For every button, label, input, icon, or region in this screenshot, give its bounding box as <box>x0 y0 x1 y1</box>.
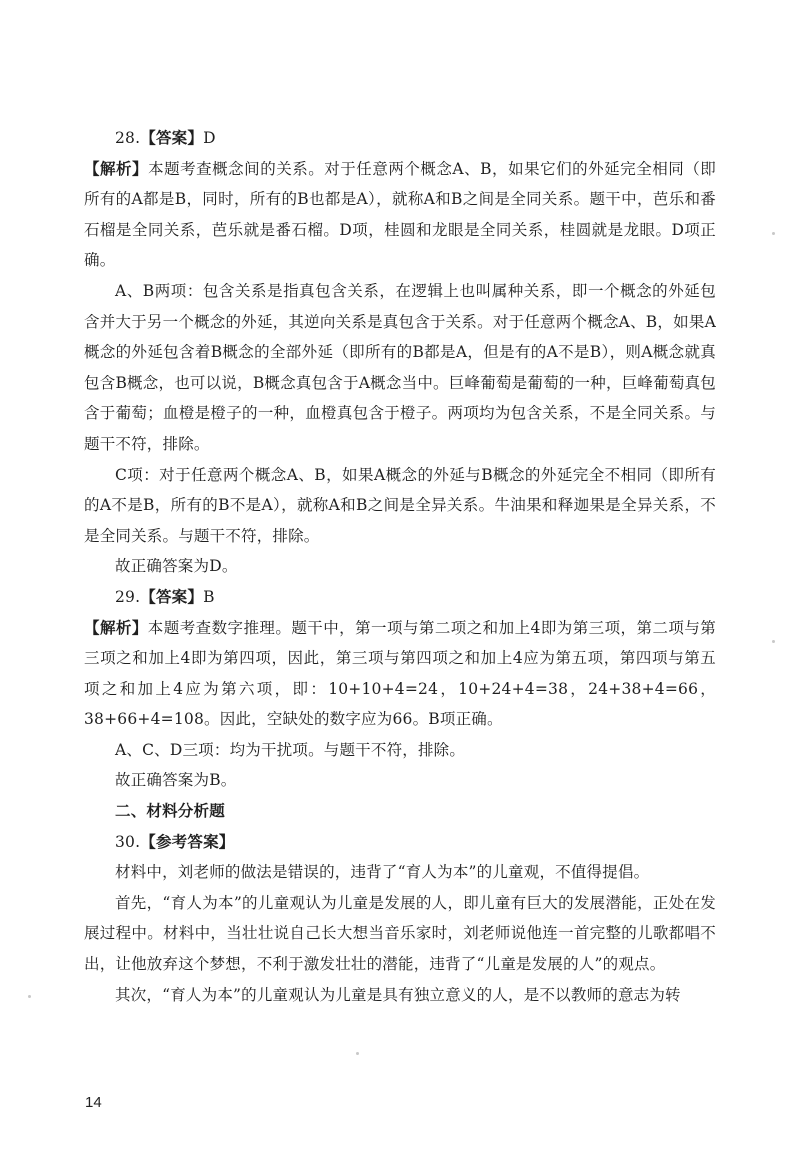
q30-paragraph-1: 材料中，刘老师的做法是错误的，违背了“育人为本”的儿童观，不值得提倡。 <box>115 863 650 882</box>
q30-paragraph-2: 首先，“育人为本”的儿童观认为儿童是发展的人，即儿童有巨大的发展潜能，正处在发展过程中。材料中，当壮壮说自己长大想当音乐家时，刘老师说他连一首完整的儿歌都唱不出，让他放弃这个梦想，不利于激发壮壮的潜能，违背了“儿童是发展的人”的观点。 <box>84 893 716 974</box>
q29-answer-line <box>84 582 716 613</box>
q29-analysis-text: 本题考查数字推理。题干中，第一项与第二项之和加上4即为第三项，第二项与第三项之和加上4即为第四项，因此，第三项与第四项之和加上4应为第五项，第四项与第五项之和加上4应为第六项，即：10+10+4=24，10+24+4=38，24+38+4=66，38+66+4=108。因此，空缺处的数字应为66。B项正确。 <box>84 618 716 729</box>
scan-speck <box>772 640 775 643</box>
q29-number: 29. <box>115 587 141 606</box>
page-body <box>84 123 716 1010</box>
q28-analysis-label: 【解析】 <box>84 158 149 178</box>
q29-answer-value: B <box>203 587 215 606</box>
q28-analysis-text: 本题考查概念间的关系。对于任意两个概念A、B，如果它们的外延完全相同（即所有的A都是B，同时，所有的B也都是A），就称A和B之间是全同关系。题干中，芭乐和番石榴是全同关系，芭乐就是番石榴。D项，桂圆和龙眼是全同关系，桂圆就是龙眼。D项正确。 <box>84 159 716 270</box>
scan-speck <box>772 232 775 235</box>
page-number: 14 <box>85 1094 102 1111</box>
q28-option-c: C项：对于任意两个概念A、B，如果A概念的外延与B概念的外延完全不相同（即所有的A不是B，所有的B不是A），就称A和B之间是全异关系。牛油果和释迦果是全异关系，不是全同关系。与题干不符，排除。 <box>84 465 716 545</box>
q28-option-ab: A、B两项：包含关系是指真包含关系，在逻辑上也叫属种关系，即一个概念的外延包含并大于另一个概念的外延，其逆向关系是真包含于关系。对于任意两个概念A、B，如果A概念的外延包含着B概念的全部外延（即所有的B都是A，但是有的A不是B），则A概念就真包含B概念，也可以说，B概念真包含于A概念当中。巨峰葡萄是葡萄的一种，巨峰葡萄真包含于葡萄；血橙是橙子的一种，血橙真包含于橙子。两项均为包含关系，不是全同关系。与题干不符，排除。 <box>84 281 716 453</box>
scan-speck <box>28 995 31 998</box>
q29-answer-label: 【答案】 <box>140 586 204 606</box>
q28-answer-value: D <box>203 129 216 147</box>
q29-analysis-label: 【解析】 <box>84 617 148 637</box>
q28-analysis <box>84 154 716 276</box>
q30-number: 30. <box>115 832 141 851</box>
scan-speck <box>356 1052 359 1055</box>
q29-analysis <box>84 613 716 735</box>
q29-conclusion: 故正确答案为B。 <box>115 771 237 790</box>
q30-answer-label: 【参考答案】 <box>140 831 235 851</box>
q30-paragraph-3: 其次，“育人为本”的儿童观认为儿童是具有独立意义的人，是不以教师的意志为转 <box>115 985 681 1004</box>
section-heading: 二、材料分析题 <box>115 802 225 821</box>
q28-answer-label: 【答案】 <box>140 128 204 147</box>
q28-answer-line <box>84 123 716 154</box>
q30-answer-line <box>84 827 716 858</box>
q28-number: 28. <box>115 129 141 147</box>
q28-conclusion: 故正确答案为D。 <box>115 557 238 576</box>
q29-option-acd: A、C、D三项：均为干扰项。与题干不符，排除。 <box>115 740 466 759</box>
